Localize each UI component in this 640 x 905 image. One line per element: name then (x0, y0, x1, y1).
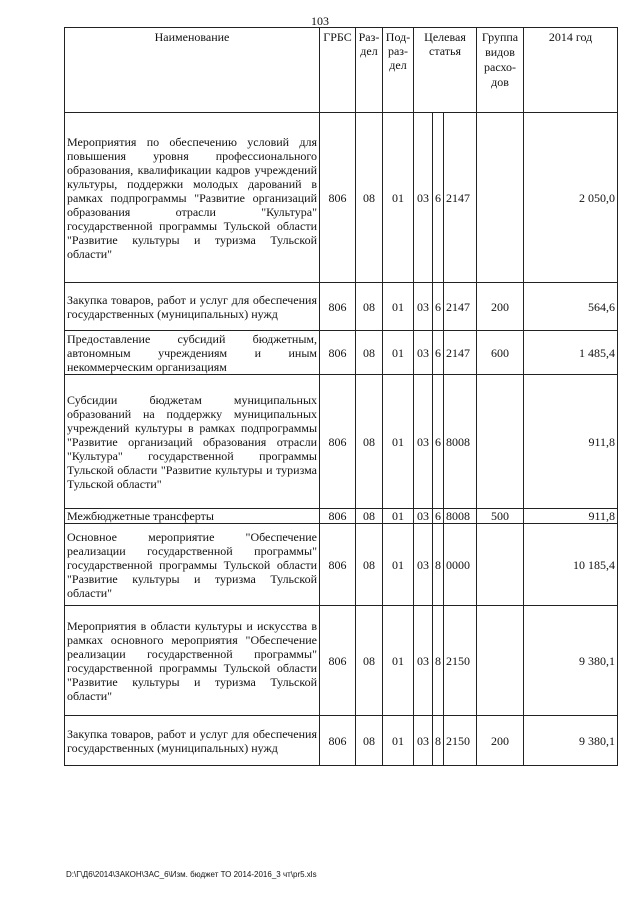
row-amount: 9 380,1 (524, 716, 618, 766)
row-target-subprogram: 8 (433, 716, 444, 766)
row-target-code: 8008 (444, 375, 477, 509)
row-razdel: 08 (356, 606, 383, 716)
row-target-program: 03 (414, 606, 433, 716)
row-podrazdel: 01 (383, 375, 414, 509)
row-target-subprogram: 6 (433, 113, 444, 283)
row-target-code: 2150 (444, 716, 477, 766)
row-razdel: 08 (356, 716, 383, 766)
table-row (65, 113, 618, 283)
row-grbs: 806 (320, 375, 356, 509)
row-razdel: 08 (356, 509, 383, 524)
row-podrazdel: 01 (383, 113, 414, 283)
row-expense-group (477, 375, 524, 509)
row-podrazdel: 01 (383, 716, 414, 766)
row-target-code: 8008 (444, 509, 477, 524)
row-grbs: 806 (320, 716, 356, 766)
row-grbs: 806 (320, 331, 356, 375)
row-razdel: 08 (356, 331, 383, 375)
row-expense-group (477, 113, 524, 283)
row-podrazdel: 01 (383, 606, 414, 716)
row-target-program: 03 (414, 509, 433, 524)
table-row (65, 509, 618, 524)
header-expense-group: Группа видов расхо- дов (477, 28, 524, 113)
row-grbs: 806 (320, 509, 356, 524)
row-target-code: 0000 (444, 524, 477, 606)
row-amount: 564,6 (524, 283, 618, 331)
row-expense-group: 200 (477, 283, 524, 331)
row-target-subprogram: 6 (433, 509, 444, 524)
row-expense-group: 600 (477, 331, 524, 375)
row-amount: 9 380,1 (524, 606, 618, 716)
row-target-program: 03 (414, 283, 433, 331)
row-target-code: 2150 (444, 606, 477, 716)
header-grbs: ГРБС (320, 28, 356, 113)
row-expense-group (477, 524, 524, 606)
row-name: Мероприятия по обеспечению условий для повышения уровня профессионального образования, квалификации кадров учреждений культуры, поддержки молодых дарований в рамках подпрограммы "Развитие организаций образования отрасли "Культура" государственной программы Тульской области "Развитие культуры и туризма Тульской области" (65, 113, 320, 283)
table-row (65, 283, 618, 331)
header-target-article: Целевая статья (414, 28, 477, 113)
table-row (65, 331, 618, 375)
row-name: Основное мероприятие "Обеспечение реализации государственной программы" государственной программы Тульской области "Развитие культуры и туризма Тульской области" (65, 524, 320, 606)
row-target-program: 03 (414, 524, 433, 606)
row-target-subprogram: 8 (433, 606, 444, 716)
table-row (65, 524, 618, 606)
page-number: 103 (311, 14, 329, 28)
row-razdel: 08 (356, 375, 383, 509)
row-grbs: 806 (320, 524, 356, 606)
row-target-code: 2147 (444, 331, 477, 375)
header-razdel: Раз- дел (356, 28, 383, 113)
row-amount: 1 485,4 (524, 331, 618, 375)
header-podrazdel: Под- раз- дел (383, 28, 414, 113)
row-amount: 2 050,0 (524, 113, 618, 283)
row-target-subprogram: 6 (433, 331, 444, 375)
row-target-program: 03 (414, 113, 433, 283)
row-target-subprogram: 6 (433, 283, 444, 331)
header-name: Наименование (65, 28, 320, 113)
row-grbs: 806 (320, 606, 356, 716)
row-podrazdel: 01 (383, 509, 414, 524)
table-row (65, 606, 618, 716)
row-razdel: 08 (356, 524, 383, 606)
row-target-program: 03 (414, 375, 433, 509)
row-grbs: 806 (320, 283, 356, 331)
row-target-code: 2147 (444, 113, 477, 283)
row-podrazdel: 01 (383, 283, 414, 331)
row-target-program: 03 (414, 331, 433, 375)
header-year-2014: 2014 год (524, 28, 618, 113)
budget-table (64, 27, 618, 766)
row-target-code: 2147 (444, 283, 477, 331)
row-podrazdel: 01 (383, 524, 414, 606)
row-razdel: 08 (356, 113, 383, 283)
table-row (65, 375, 618, 509)
row-name: Межбюджетные трансферты (65, 509, 320, 524)
row-target-subprogram: 6 (433, 375, 444, 509)
row-target-program: 03 (414, 716, 433, 766)
footer-file-path: D:\Г\Д6\2014\ЗАКОН\ЗАС_6\Изм. бюджет ТО 2014-2016_3 чт\pr5.xls (66, 870, 317, 879)
header-row (65, 28, 618, 113)
row-amount: 911,8 (524, 375, 618, 509)
row-name: Предоставление субсидий бюджетным, автономным учреждениям и иным некоммерческим организациям (65, 331, 320, 375)
row-name: Субсидии бюджетам муниципальных образований на поддержку муниципальных учреждений культуры в рамках подпрограммы "Развитие организаций образования отрасли "Культура" государственной программы Тульской области "Развитие культуры и туризма Тульской области" (65, 375, 320, 509)
row-target-subprogram: 8 (433, 524, 444, 606)
row-name: Закупка товаров, работ и услуг для обеспечения государственных (муниципальных) нужд (65, 716, 320, 766)
row-podrazdel: 01 (383, 331, 414, 375)
row-grbs: 806 (320, 113, 356, 283)
row-name: Мероприятия в области культуры и искусства в рамках основного мероприятия "Обеспечение реализации государственной программы" государственной программы Тульской области "Развитие культуры и туризма Тульской области" (65, 606, 320, 716)
row-razdel: 08 (356, 283, 383, 331)
row-expense-group (477, 606, 524, 716)
row-name: Закупка товаров, работ и услуг для обеспечения государственных (муниципальных) нужд (65, 283, 320, 331)
row-amount: 10 185,4 (524, 524, 618, 606)
row-amount: 911,8 (524, 509, 618, 524)
row-expense-group: 200 (477, 716, 524, 766)
row-expense-group: 500 (477, 509, 524, 524)
table-row (65, 716, 618, 766)
